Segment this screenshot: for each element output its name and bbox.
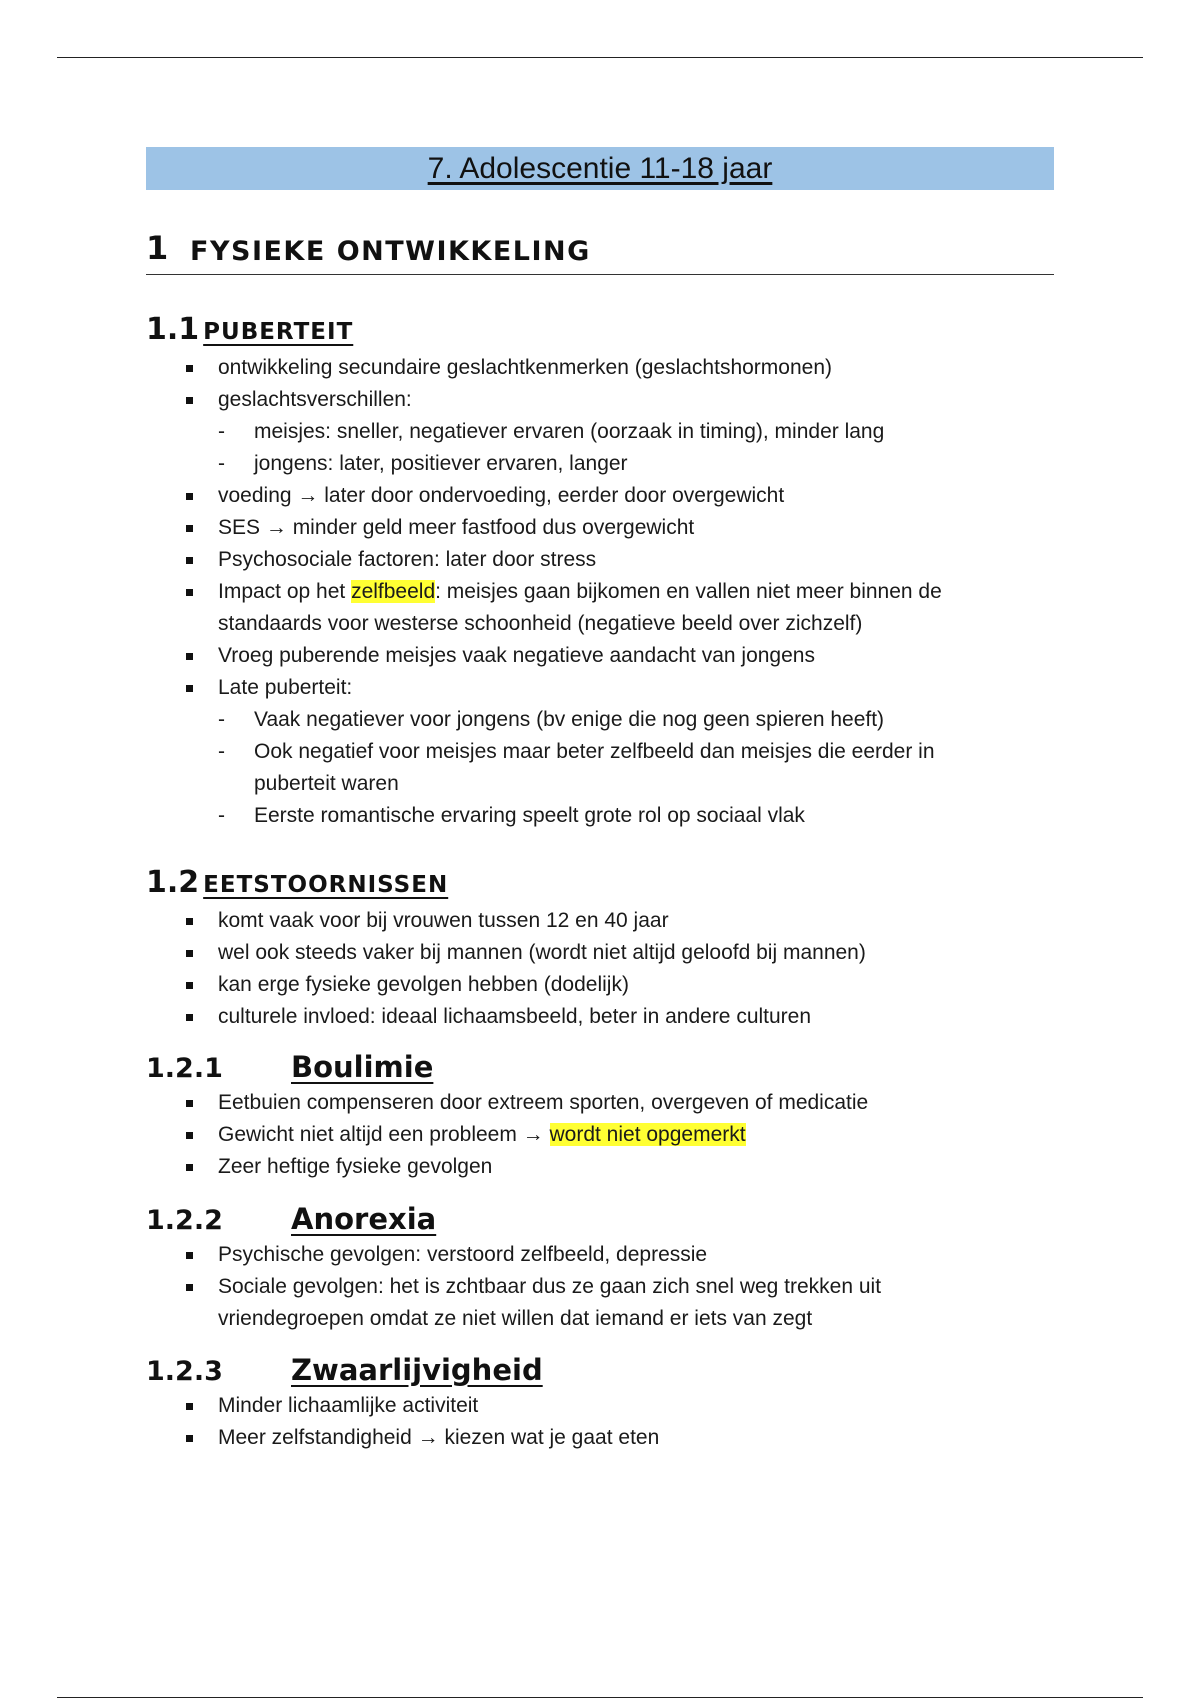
subsubsection-title: Anorexia: [291, 1202, 437, 1236]
zwaarlijvigheid-list: [186, 1390, 1006, 1454]
bottom-rule: [57, 1697, 1143, 1698]
subsubsection-number: 1.2.1: [146, 1053, 223, 1084]
subsubsection-number: 1.2.2: [146, 1205, 223, 1236]
list-item: [186, 576, 1006, 640]
list-item: SES → minder geld meer fastfood dus overgewicht: [186, 512, 1006, 544]
list-item: kan erge fysieke gevolgen hebben (dodelijk): [186, 969, 1006, 1001]
list-item: Minder lichaamlijke activiteit: [186, 1390, 1006, 1422]
list-item: Psychische gevolgen: verstoord zelfbeeld, depressie: [186, 1239, 1006, 1271]
list-item: - meisjes: sneller, negatiever ervaren (oorzaak in timing), minder lang: [186, 416, 1006, 448]
top-rule: [57, 57, 1143, 58]
list-item: Zeer heftige fysieke gevolgen: [186, 1151, 1006, 1183]
text-segment: Gewicht niet altijd een probleem →: [218, 1123, 550, 1146]
subsection-title: PUBERTEIT: [203, 319, 354, 345]
text-segment: Impact op het: [218, 580, 352, 603]
list-item: [186, 1119, 1006, 1151]
subsection-number: 1.2: [146, 865, 200, 900]
list-item: wel ook steeds vaker bij mannen (wordt niet altijd geloofd bij mannen): [186, 937, 1006, 969]
puberteit-list: [186, 352, 1006, 832]
list-item: Eetbuien compenseren door extreem sporten, overgeven of medicatie: [186, 1087, 1006, 1119]
highlighted-text: wordt niet opgemerkt: [549, 1123, 746, 1146]
subsection-title: EETSTOORNISSEN: [203, 872, 449, 898]
page-title: 7. Adolescentie 11-18 jaar: [427, 152, 773, 185]
section-title: FYSIEKE ONTWIKKELING: [190, 236, 591, 267]
section-number: 1: [146, 229, 169, 267]
subsubsection-heading-1-2-1: [146, 1050, 443, 1084]
list-item: Meer zelfstandigheid → kiezen wat je gaat eten: [186, 1422, 1006, 1454]
list-item: - Eerste romantische ervaring speelt grote rol op sociaal vlak: [186, 800, 1006, 832]
subsubsection-heading-1-2-3: [146, 1353, 553, 1387]
list-item: Late puberteit:: [186, 672, 1006, 704]
boulimie-list: [186, 1087, 1006, 1183]
subsubsection-number: 1.2.3: [146, 1356, 223, 1387]
highlighted-text: zelfbeeld: [351, 580, 436, 603]
subsection-heading-1-2: [146, 865, 458, 900]
subsection-number: 1.1: [146, 312, 200, 347]
text-segment: : meisjes gaan bijkomen en vallen niet meer binnen de standaards voor westerse schoonheid (negatieve beeld over zichzelf): [218, 580, 942, 635]
eetstoornissen-list: [186, 905, 1006, 1033]
subsubsection-title: Boulimie: [291, 1050, 434, 1084]
subsection-heading-1-1: [146, 312, 363, 347]
subsubsection-title: Zwaarlijvigheid: [291, 1353, 543, 1387]
list-item: Sociale gevolgen: het is zchtbaar dus ze gaan zich snel weg trekken uit vriendegroepen omdat ze niet willen dat iemand er iets van zegt: [186, 1271, 1006, 1335]
list-item: - jongens: later, positiever ervaren, langer: [186, 448, 1006, 480]
list-item: Psychosociale factoren: later door stress: [186, 544, 1006, 576]
list-item: - Vaak negatiever voor jongens (bv enige die nog geen spieren heeft): [186, 704, 1006, 736]
list-item: komt vaak voor bij vrouwen tussen 12 en 40 jaar: [186, 905, 1006, 937]
page-title-bar: [146, 147, 1054, 190]
section-heading-1: [146, 229, 1054, 275]
subsubsection-heading-1-2-2: [146, 1202, 446, 1236]
anorexia-list: [186, 1239, 1006, 1335]
list-item: ontwikkeling secundaire geslachtkenmerken (geslachtshormonen): [186, 352, 1006, 384]
list-item: Vroeg puberende meisjes vaak negatieve aandacht van jongens: [186, 640, 1006, 672]
list-item: geslachtsverschillen:: [186, 384, 1006, 416]
list-item: voeding → later door ondervoeding, eerder door overgewicht: [186, 480, 1006, 512]
list-item: culturele invloed: ideaal lichaamsbeeld, beter in andere culturen: [186, 1001, 1006, 1033]
list-item: - Ook negatief voor meisjes maar beter zelfbeeld dan meisjes die eerder in puberteit waren: [186, 736, 1006, 800]
